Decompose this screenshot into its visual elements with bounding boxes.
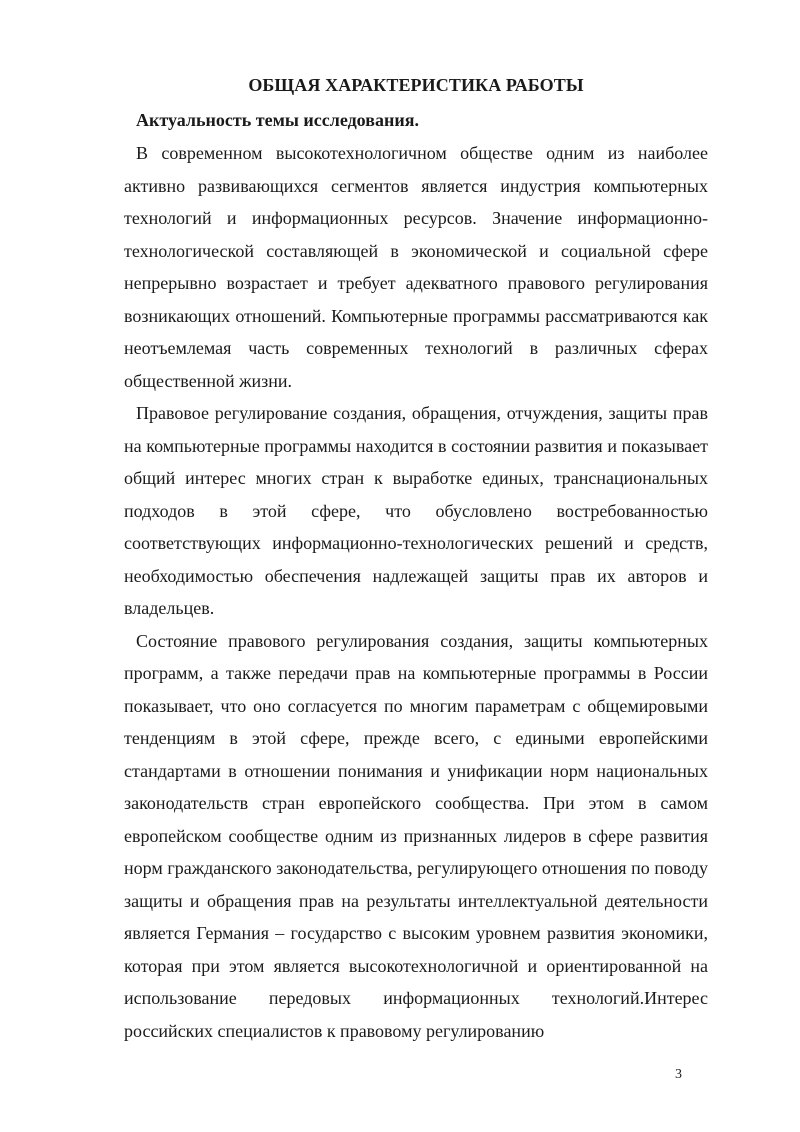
paragraph-2: Правовое регулирование создания, обращения, отчуждения, защиты прав на компьютерные программы находится в состоянии развития и показывает общий интерес многих стран к выработке единых, транснациональных подходов в этой сфере, что обусловлено востребованностью соответствующих информационно-технологических решений и средств, необходимостью обеспечения надлежащей защиты прав их авторов и владельцев.	[124, 403, 708, 618]
paragraph-3: Состояние правового регулирования создания, защиты компьютерных программ, а также передачи прав на компьютерные программы в России показывает, что оно согласуется по многим параметрам с общемировыми тенденциям в этой сфере, прежде всего, с едиными европейскими стандартами в отношении понимания и унификации норм национальных законодательств стран европейского сообщества. При этом в самом европейском сообществе одним из признанных лидеров в сфере развития норм гражданского законодательства, регулирующего отношения по поводу защиты и обращения прав на результаты интеллектуальной деятельности является Германия – государство с высоким уровнем развития экономики, которая при этом является высокотехнологичной и ориентированной на использование передовых информационных технологий.Интерес российских специалистов к правовому регулированию	[124, 630, 708, 1041]
paragraph-1: В современном высокотехнологичном обществе одним из наиболее активно развивающихся сегментов является индустрия компьютерных технологий и информационных ресурсов. Значение информационно-технологической составляющей в экономической и социальной сфере непрерывно возрастает и требует адекватного правового регулирования возникающих отношений. Компьютерные программы рассматриваются как неотъемлемая часть современных технологий в различных сферах общественной жизни.	[124, 143, 708, 391]
document-title: ОБЩАЯ ХАРАКТЕРИСТИКА РАБОТЫ	[248, 75, 584, 95]
section-heading: Актуальность темы исследования.	[136, 110, 419, 130]
page-number: 3	[675, 1067, 682, 1082]
document-page	[124, 74, 708, 1047]
